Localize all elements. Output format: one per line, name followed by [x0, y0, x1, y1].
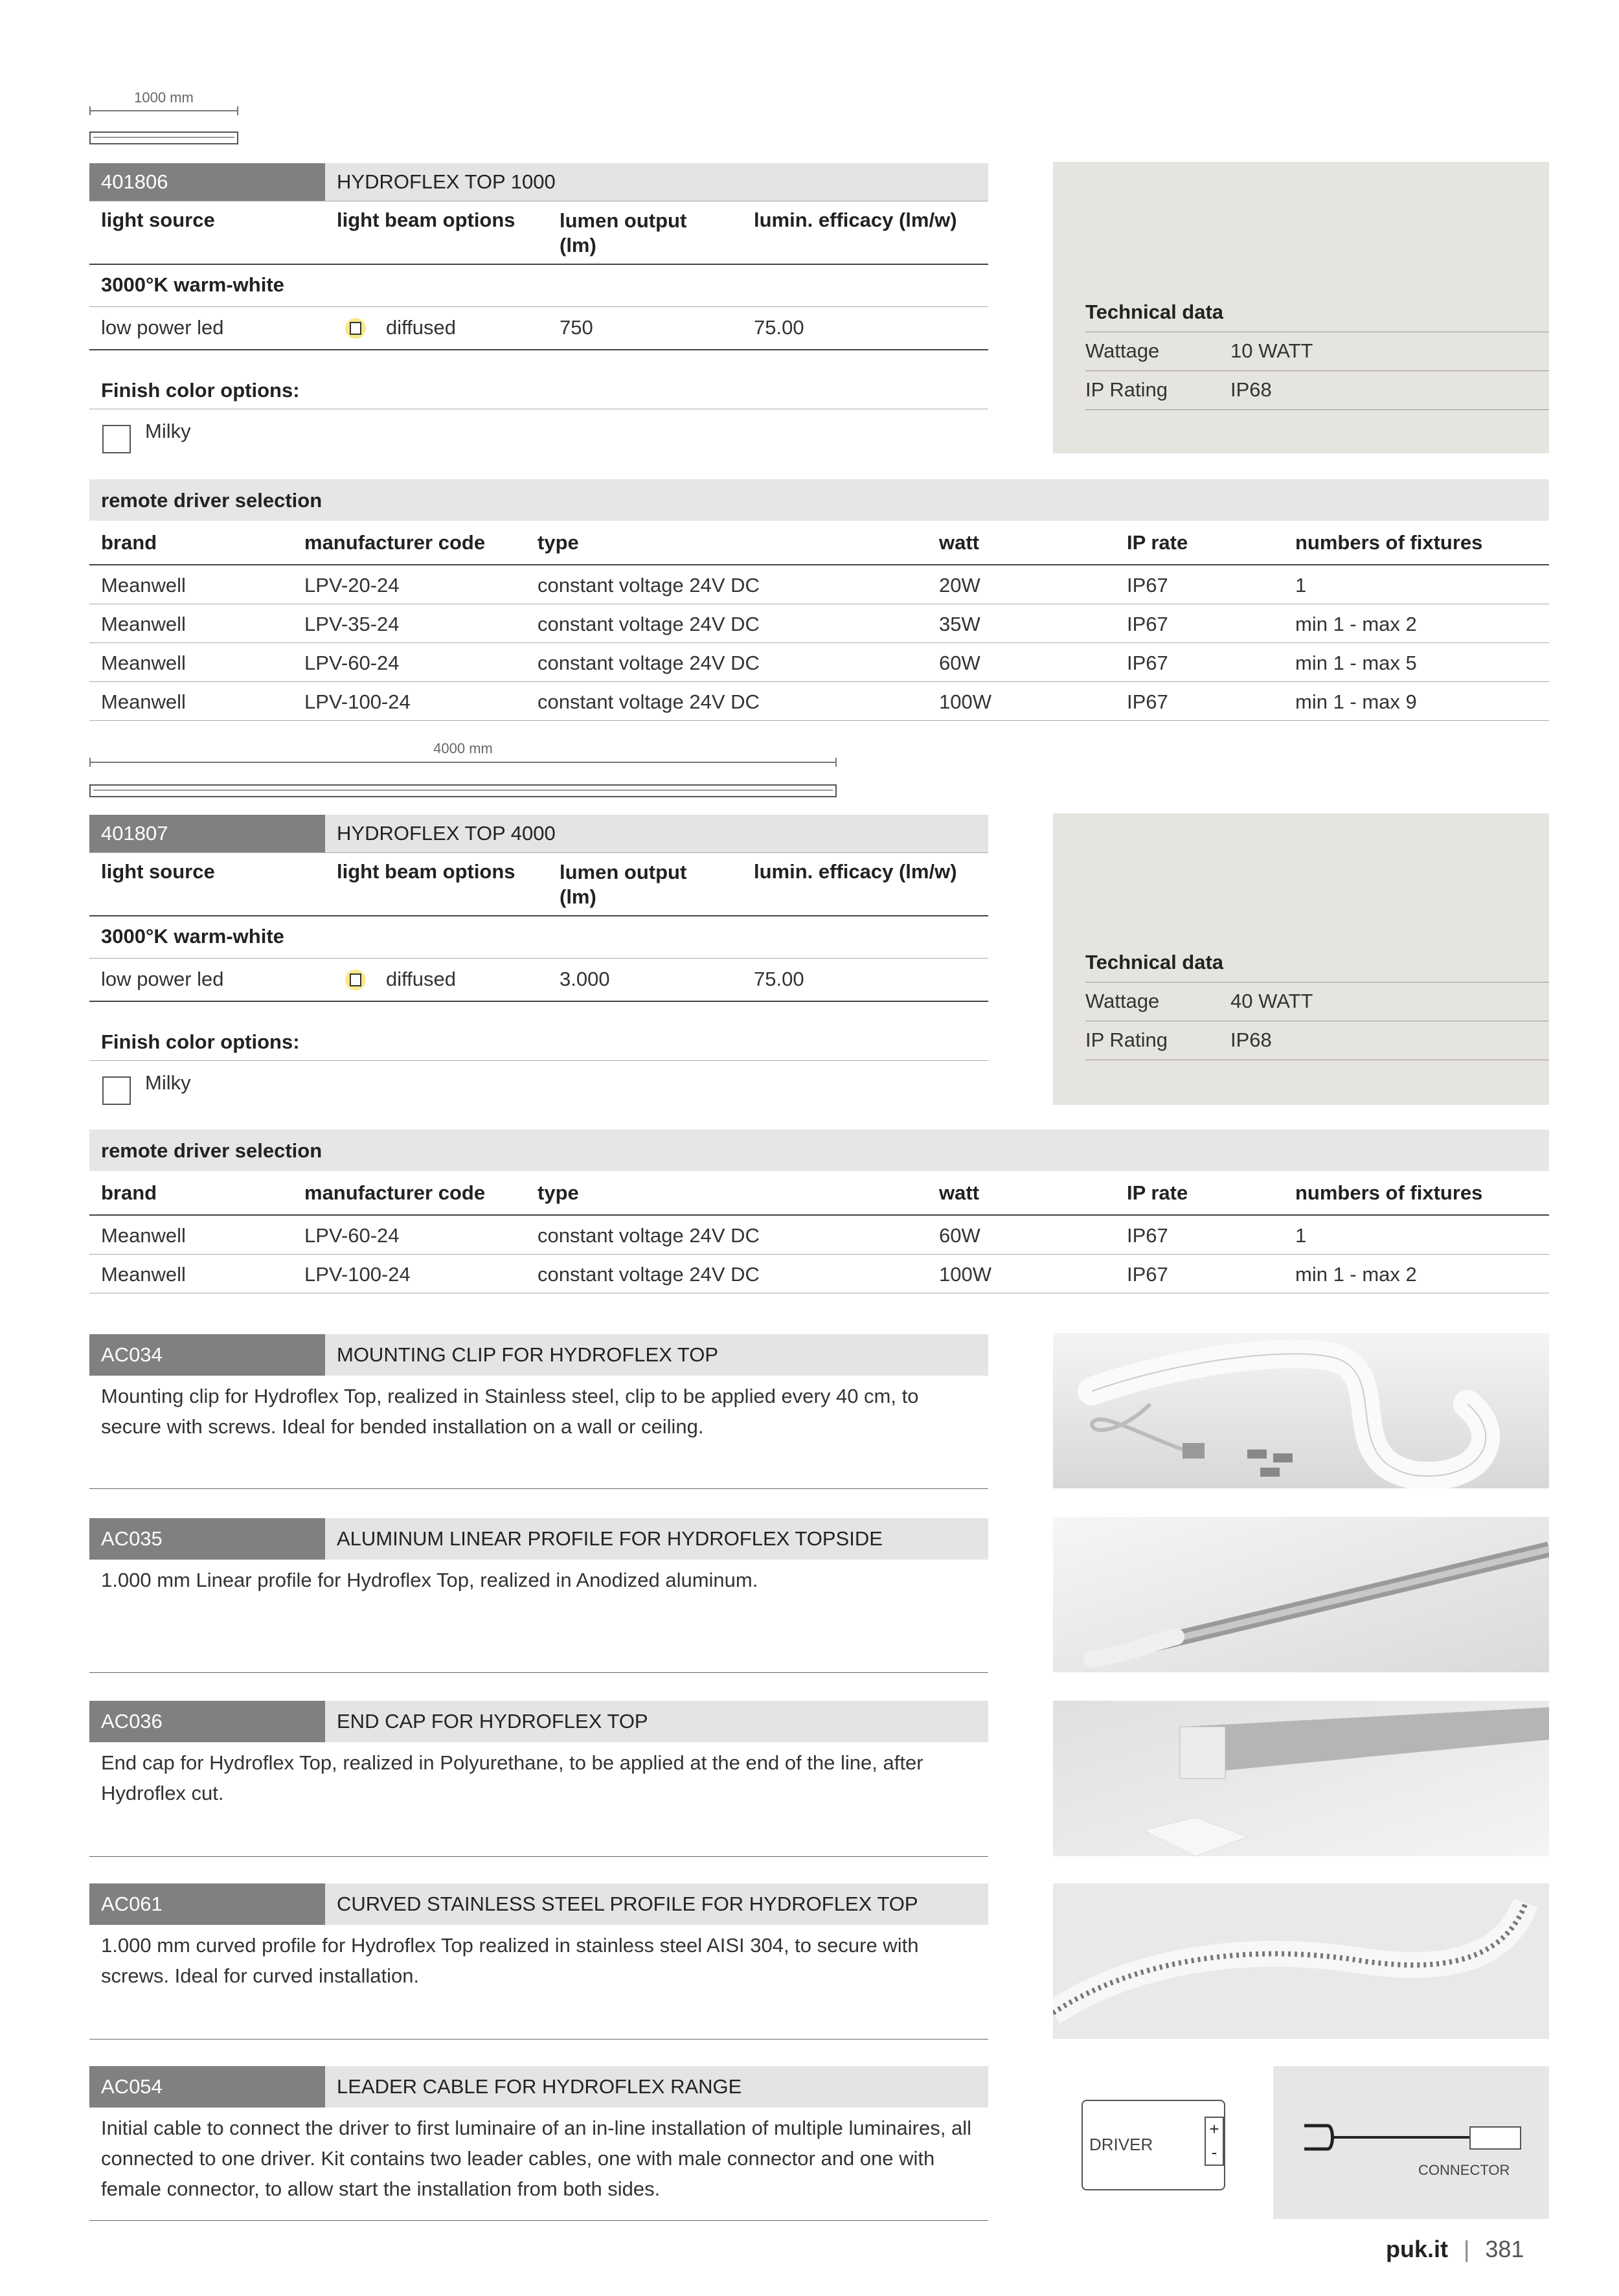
minus-terminal: -	[1211, 2143, 1217, 2162]
driver-ip: IP67	[1127, 652, 1168, 674]
wattage-label: Wattage	[1085, 339, 1160, 362]
lumen-value: 750	[560, 316, 593, 339]
driver-type: constant voltage 24V DC	[538, 574, 760, 597]
driver-type: constant voltage 24V DC	[538, 1263, 760, 1286]
driver-watt: 20W	[939, 574, 980, 597]
driver-type: constant voltage 24V DC	[538, 613, 760, 635]
product-code: 401807	[89, 815, 325, 852]
driver-brand: Meanwell	[101, 690, 186, 713]
divider	[1085, 409, 1549, 410]
divider	[89, 720, 1549, 721]
driver-header-ip: IP rate	[1127, 1181, 1188, 1204]
accessory-code: AC061	[89, 1883, 325, 1925]
divider	[89, 1214, 1549, 1216]
header-efficacy: lumin. efficacy (lm/w)	[754, 209, 957, 231]
driver-brand: Meanwell	[101, 613, 186, 635]
mounting-clip-photo	[1053, 1333, 1549, 1488]
footer-separator: |	[1464, 2236, 1470, 2262]
driver-header-type: type	[538, 1181, 579, 1204]
dimension-label: 4000 mm	[433, 740, 493, 756]
header-light-source: light source	[101, 209, 215, 231]
divider	[89, 852, 988, 853]
finish-title: Finish color options:	[101, 1030, 300, 1053]
divider	[89, 1001, 988, 1002]
driver-watt: 100W	[939, 690, 991, 713]
product-code: 401806	[89, 163, 325, 201]
divider	[89, 2039, 988, 2040]
driver-brand: Meanwell	[101, 1263, 186, 1286]
driver-fixtures: min 1 - max 2	[1295, 613, 1417, 635]
page-number: 381	[1485, 2236, 1524, 2262]
finish-swatch	[102, 1076, 131, 1105]
divider	[89, 349, 988, 350]
ip-label: IP Rating	[1085, 378, 1168, 401]
header-light-source: light source	[101, 860, 215, 883]
product-bar-shape	[89, 784, 837, 797]
end-cap-photo	[1053, 1701, 1549, 1856]
driver-fixtures: min 1 - max 9	[1295, 690, 1417, 713]
ip-value: IP68	[1230, 378, 1272, 401]
accessory-code: AC054	[89, 2066, 325, 2108]
color-temperature: 3000°K warm-white	[101, 273, 284, 296]
accessory-description: Mounting clip for Hydroflex Top, realized in Stainless steel, clip to be applied every 40 cm, to secure with screws. Ideal for bended installation on a wall or ceiling.	[101, 1385, 919, 1438]
accessory-description: Initial cable to connect the driver to first luminaire of an in-line installation of multiple luminaires, all connected to one driver. Kit contains two leader cables, one with male connector and one with female connector, to allow start the installation from both sides.	[101, 2117, 971, 2200]
wattage-value: 10 WATT	[1230, 339, 1313, 362]
driver-watt: 60W	[939, 1224, 980, 1247]
ip-label: IP Rating	[1085, 1029, 1168, 1051]
plus-terminal: +	[1209, 2119, 1219, 2139]
wattage-label: Wattage	[1085, 990, 1160, 1012]
divider	[89, 681, 1549, 682]
driver-brand: Meanwell	[101, 652, 186, 674]
finish-value: Milky	[145, 1071, 191, 1094]
beam-value: diffused	[386, 316, 457, 339]
dimension-line	[89, 762, 837, 763]
driver-fixtures: min 1 - max 2	[1295, 1263, 1417, 1286]
accessory-description: 1.000 mm Linear profile for Hydroflex Top, realized in Anodized aluminum.	[101, 1569, 758, 1591]
driver-brand: Meanwell	[101, 574, 186, 597]
driver-watt: 60W	[939, 652, 980, 674]
divider	[89, 1672, 988, 1673]
curved-profile-photo	[1053, 1883, 1549, 2039]
divider	[89, 2220, 988, 2221]
divider	[89, 642, 1549, 643]
ip-value: IP68	[1230, 1029, 1272, 1051]
driver-type: constant voltage 24V DC	[538, 652, 760, 674]
accessory-description: 1.000 mm curved profile for Hydroflex Top realized in stainless steel AISI 304, to secure with screws. Ideal for curved installation.	[101, 1934, 919, 1987]
driver-header-code: manufacturer code	[304, 1181, 486, 1204]
product-name: HYDROFLEX TOP 4000	[325, 815, 988, 852]
accessory-description: End cap for Hydroflex Top, realized in Polyurethane, to be applied at the end of the line, after Hydroflex cut.	[101, 1751, 923, 1804]
driver-code: LPV-60-24	[304, 652, 400, 674]
driver-ip: IP67	[1127, 574, 1168, 597]
dimension-line	[89, 110, 238, 111]
driver-fixtures: min 1 - max 5	[1295, 652, 1417, 674]
wattage-value: 40 WATT	[1230, 990, 1313, 1012]
driver-ip: IP67	[1127, 613, 1168, 635]
driver-header-type: type	[538, 531, 579, 554]
driver-code: LPV-100-24	[304, 1263, 411, 1286]
divider	[1085, 370, 1549, 371]
tech-title: Technical data	[1085, 301, 1224, 323]
beam-value: diffused	[386, 968, 457, 990]
led-bulb-icon	[345, 969, 367, 991]
accessory-name: CURVED STAINLESS STEEL PROFILE FOR HYDROFLEX TOP	[325, 1883, 988, 1925]
driver-watt: 100W	[939, 1263, 991, 1286]
finish-title: Finish color options:	[101, 379, 300, 402]
driver-header-watt: watt	[939, 531, 979, 554]
finish-swatch	[102, 425, 131, 453]
driver-fixtures: 1	[1295, 1224, 1307, 1247]
accessory-name: END CAP FOR HYDROFLEX TOP	[325, 1701, 988, 1742]
driver-code: LPV-35-24	[304, 613, 400, 635]
connector-label: CONNECTOR	[1418, 2162, 1510, 2178]
driver-brand: Meanwell	[101, 1224, 186, 1247]
driver-section-title: remote driver selection	[101, 489, 323, 512]
accessory-name: MOUNTING CLIP FOR HYDROFLEX TOP	[325, 1334, 988, 1376]
finish-value: Milky	[145, 420, 191, 442]
divider	[89, 1060, 988, 1061]
driver-code: LPV-100-24	[304, 690, 411, 713]
driver-label: DRIVER	[1089, 2135, 1153, 2154]
driver-ip: IP67	[1127, 1224, 1168, 1247]
divider	[89, 1488, 988, 1489]
divider	[89, 1254, 1549, 1255]
driver-header-brand: brand	[101, 531, 157, 554]
led-bulb-icon	[345, 317, 367, 339]
header-beam: light beam options	[337, 860, 515, 883]
efficacy-value: 75.00	[754, 316, 804, 339]
dimension-label: 1000 mm	[134, 89, 194, 106]
divider	[89, 564, 1549, 565]
light-source-value: low power led	[101, 968, 224, 990]
driver-type: constant voltage 24V DC	[538, 1224, 760, 1247]
divider	[89, 306, 988, 307]
driver-type: constant voltage 24V DC	[538, 690, 760, 713]
driver-watt: 35W	[939, 613, 980, 635]
accessory-name: ALUMINUM LINEAR PROFILE FOR HYDROFLEX TOPSIDE	[325, 1518, 988, 1560]
linear-profile-photo	[1053, 1517, 1549, 1672]
driver-ip: IP67	[1127, 690, 1168, 713]
product-name: HYDROFLEX TOP 1000	[325, 163, 988, 201]
driver-header-brand: brand	[101, 1181, 157, 1204]
accessory-code: AC036	[89, 1701, 325, 1742]
efficacy-value: 75.00	[754, 968, 804, 990]
page-footer	[1386, 2236, 1524, 2263]
light-source-value: low power led	[101, 316, 224, 339]
driver-section-title: remote driver selection	[101, 1139, 323, 1162]
driver-header-fixtures: numbers of fixtures	[1295, 1181, 1483, 1204]
divider	[89, 264, 988, 265]
leader-cable-icon	[1295, 2118, 1528, 2157]
driver-fixtures: 1	[1295, 574, 1307, 597]
driver-ip: IP67	[1127, 1263, 1168, 1286]
accessory-code: AC035	[89, 1518, 325, 1560]
header-lumen: lumen output (lm)	[560, 209, 687, 256]
driver-code: LPV-60-24	[304, 1224, 400, 1247]
site-link[interactable]: puk.it	[1386, 2236, 1448, 2262]
driver-header-watt: watt	[939, 1181, 979, 1204]
driver-header-fixtures: numbers of fixtures	[1295, 531, 1483, 554]
divider	[89, 915, 988, 916]
product-bar-shape	[89, 131, 238, 144]
tech-title: Technical data	[1085, 951, 1224, 973]
driver-header-ip: IP rate	[1127, 531, 1188, 554]
accessory-code: AC034	[89, 1334, 325, 1376]
header-lumen: lumen output (lm)	[560, 861, 687, 908]
header-beam: light beam options	[337, 209, 515, 231]
divider	[89, 1856, 988, 1857]
header-efficacy: lumin. efficacy (lm/w)	[754, 860, 957, 883]
accessory-name: LEADER CABLE FOR HYDROFLEX RANGE	[325, 2066, 988, 2108]
divider	[1085, 982, 1549, 983]
color-temperature: 3000°K warm-white	[101, 925, 284, 948]
divider	[89, 958, 988, 959]
lumen-value: 3.000	[560, 968, 610, 990]
driver-header-code: manufacturer code	[304, 531, 486, 554]
driver-code: LPV-20-24	[304, 574, 400, 597]
